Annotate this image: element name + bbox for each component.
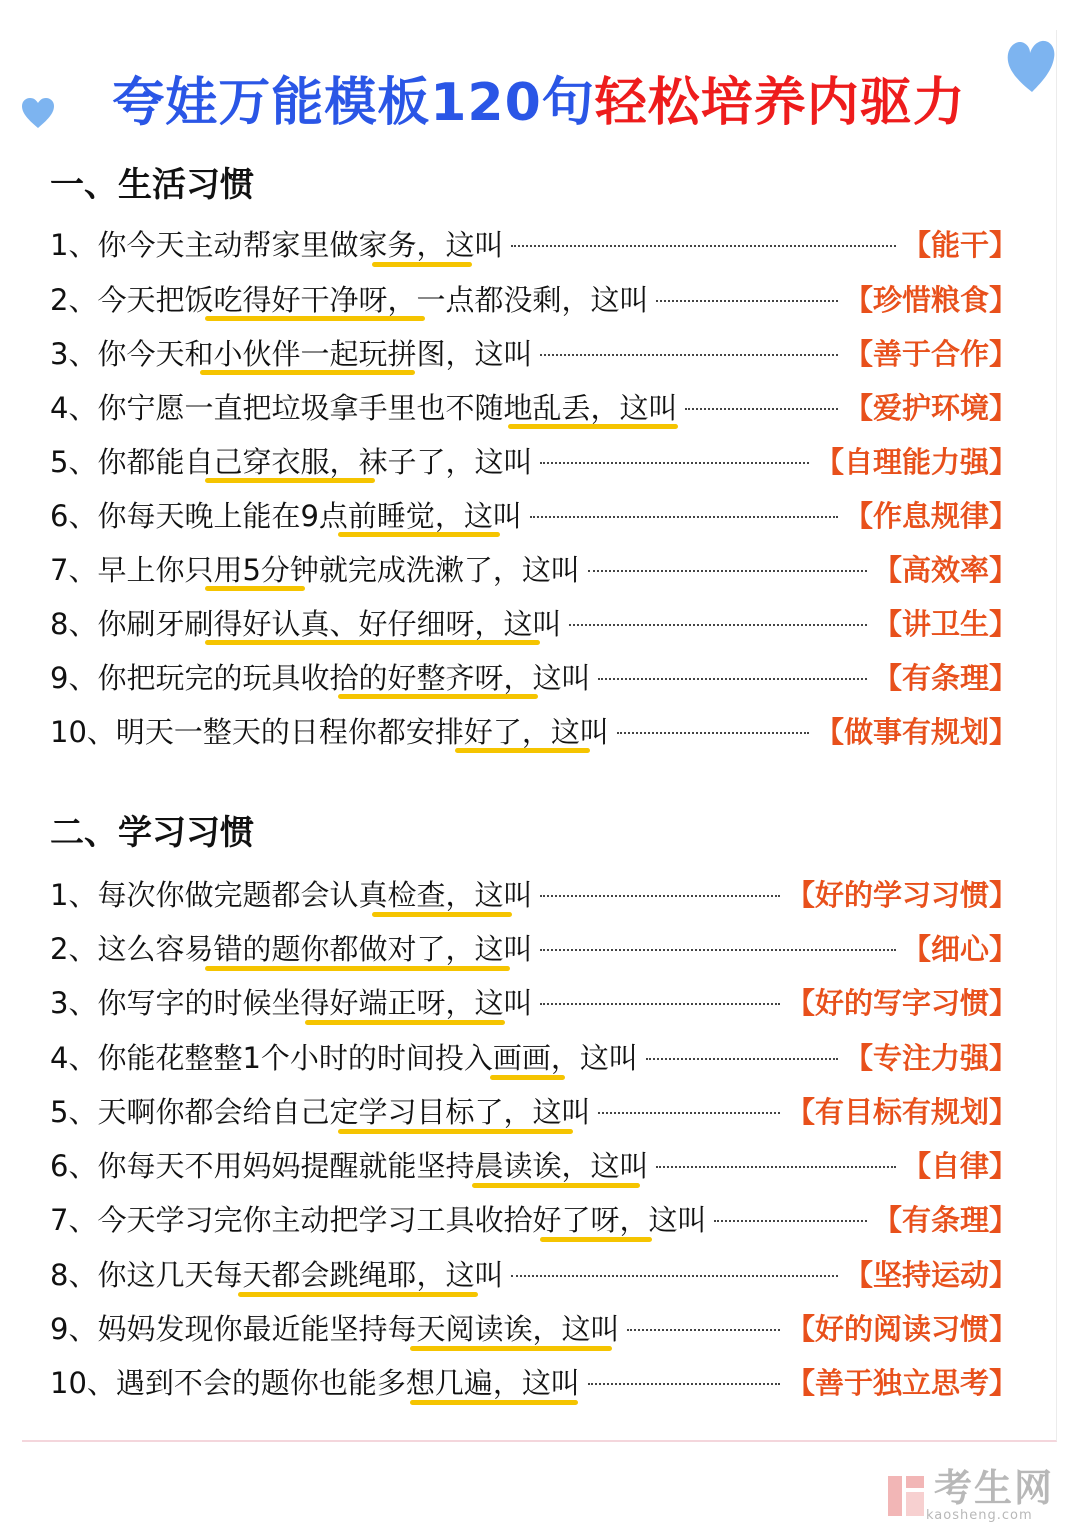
item-tag: 【能干】 (901, 227, 1018, 262)
text-underline (490, 1075, 565, 1080)
dot-leader (511, 245, 896, 247)
dot-leader (714, 1220, 867, 1222)
item-text: 遇到不会的题你也能多想几遍，这叫 (115, 1365, 580, 1400)
dot-leader (540, 1003, 780, 1005)
dot-leader (646, 1058, 838, 1060)
text-underline (205, 966, 510, 971)
text-underline (472, 1183, 640, 1188)
item-tag: 【讲卫生】 (872, 606, 1018, 641)
item-text: 你这几天每天都会跳绳耶，这叫 (97, 1257, 504, 1292)
text-underline (338, 532, 500, 537)
dot-leader (685, 408, 838, 410)
item-text: 这么容易错的题你都做对了，这叫 (97, 931, 533, 966)
dot-leader (540, 949, 896, 951)
list-item: 1、 你今天主动帮家里做家务，这叫 【能干】 (50, 216, 1018, 270)
list-item: 2、 今天把饭吃得好干净呀，一点都没剩，这叫 【珍惜粮食】 (50, 271, 1018, 325)
text-underline (338, 694, 538, 699)
list-item: 10、 明天一整天的日程你都安排好了，这叫 【做事有规划】 (50, 703, 1018, 757)
item-tag: 【好的写字习惯】 (785, 985, 1018, 1020)
text-underline (200, 370, 415, 375)
list-item: 6、 你每天晚上能在9点前睡觉，这叫 【作息规律】 (50, 487, 1018, 541)
list-item: 4、 你宁愿一直把垃圾拿手里也不随地乱丢，这叫 【爱护环境】 (50, 379, 1018, 433)
dot-leader (530, 516, 838, 518)
dot-leader (598, 1112, 780, 1114)
item-tag: 【坚持运动】 (843, 1257, 1018, 1292)
dot-leader (627, 1329, 780, 1331)
item-tag: 【好的学习习惯】 (785, 877, 1018, 912)
item-text: 早上你只用5分钟就完成洗漱了，这叫 (97, 552, 580, 587)
page-title (0, 64, 1078, 142)
item-text: 你宁愿一直把垃圾拿手里也不随地乱丢，这叫 (97, 390, 678, 425)
item-tag: 【善于独立思考】 (785, 1365, 1018, 1400)
text-underline (305, 1020, 505, 1025)
text-underline (410, 1346, 612, 1351)
list-item: 3、 你写字的时候坐得好端正呀，这叫 【好的写字习惯】 (50, 974, 1018, 1028)
dot-leader (598, 678, 867, 680)
text-underline (410, 1400, 578, 1405)
list-item: 6、 你每天不用妈妈提醒就能坚持晨读诶，这叫 【自律】 (50, 1137, 1018, 1191)
text-underline (508, 424, 678, 429)
item-tag: 【爱护环境】 (843, 390, 1018, 425)
dot-leader (588, 1383, 780, 1385)
item-text: 今天学习完你主动把学习工具收拾好了呀，这叫 (97, 1202, 707, 1237)
item-text: 你把玩完的玩具收拾的好整齐呀，这叫 (97, 660, 591, 695)
watermark (886, 1468, 1054, 1523)
dot-leader (511, 1275, 838, 1277)
item-tag: 【细心】 (901, 931, 1018, 966)
dot-leader (588, 570, 867, 572)
dot-leader (540, 895, 780, 897)
list-item: 4、 你能花整整1个小时的时间投入画画，这叫 【专注力强】 (50, 1029, 1018, 1083)
dot-leader (617, 732, 809, 734)
item-tag: 【有条理】 (872, 660, 1018, 695)
item-text: 你写字的时候坐得好端正呀，这叫 (97, 985, 533, 1020)
text-underline (205, 316, 425, 321)
list-item: 5、 你都能自己穿衣服，袜子了，这叫 【自理能力强】 (50, 433, 1018, 487)
item-tag: 【高效率】 (872, 552, 1018, 587)
text-underline (338, 1129, 573, 1134)
item-tag: 【自理能力强】 (814, 444, 1018, 479)
watermark-brand: 考生网 (933, 1466, 1054, 1510)
item-text: 你今天主动帮家里做家务，这叫 (97, 227, 504, 262)
item-tag: 【自律】 (901, 1148, 1018, 1183)
dot-leader (656, 1166, 896, 1168)
item-text: 你每天不用妈妈提醒就能坚持晨读诶，这叫 (97, 1148, 649, 1183)
item-tag: 【作息规律】 (843, 498, 1018, 533)
text-underline (205, 478, 375, 483)
list-item: 9、 你把玩完的玩具收拾的好整齐呀，这叫 【有条理】 (50, 649, 1018, 703)
item-text: 你今天和小伙伴一起玩拼图，这叫 (97, 336, 533, 371)
item-tag: 【有条理】 (872, 1202, 1018, 1237)
list-item: 3、 你今天和小伙伴一起玩拼图，这叫 【善于合作】 (50, 325, 1018, 379)
list-item: 7、 今天学习完你主动把学习工具收拾好了呀，这叫 【有条理】 (50, 1191, 1018, 1245)
item-text: 你每天晚上能在9点前睡觉，这叫 (97, 498, 522, 533)
text-underline (540, 1237, 652, 1242)
list-item: 1、 每次你做完题都会认真检查，这叫 【好的学习习惯】 (50, 866, 1018, 920)
title-part-red: 轻松培养内驱力 (594, 73, 966, 133)
item-text: 你刷牙刷得好认真、好仔细呀，这叫 (97, 606, 562, 641)
item-tag: 【做事有规划】 (814, 714, 1018, 749)
list-item: 5、 天啊你都会给自己定学习目标了，这叫 【有目标有规划】 (50, 1083, 1018, 1137)
dot-leader (569, 624, 867, 626)
list-item: 2、 这么容易错的题你都做对了，这叫 【细心】 (50, 920, 1018, 974)
item-text: 你能花整整1个小时的时间投入画画，这叫 (97, 1040, 638, 1075)
watermark-domain: kaosheng.com (925, 1508, 1033, 1523)
item-text: 每次你做完题都会认真检查，这叫 (97, 877, 533, 912)
list-item: 9、 妈妈发现你最近能坚持每天阅读诶，这叫 【好的阅读习惯】 (50, 1300, 1018, 1354)
kaosheng-logo-icon (886, 1474, 926, 1518)
text-underline (238, 1292, 478, 1297)
section-heading: 二、学习习惯 (50, 808, 254, 858)
item-tag: 【专注力强】 (843, 1040, 1018, 1075)
text-underline (372, 912, 512, 917)
section-heading: 一、生活习惯 (50, 160, 254, 210)
item-tag: 【善于合作】 (843, 336, 1018, 371)
text-underline (372, 262, 472, 267)
item-tag: 【有目标有规划】 (785, 1094, 1018, 1129)
text-underline (455, 748, 590, 753)
list-item: 7、 早上你只用5分钟就完成洗漱了，这叫 【高效率】 (50, 541, 1018, 595)
dot-leader (540, 354, 838, 356)
item-tag: 【好的阅读习惯】 (785, 1311, 1018, 1346)
item-text: 妈妈发现你最近能坚持每天阅读诶，这叫 (97, 1311, 620, 1346)
item-text: 今天把饭吃得好干净呀，一点都没剩，这叫 (97, 282, 649, 317)
list-item: 10、 遇到不会的题你也能多想几遍，这叫 【善于独立思考】 (50, 1354, 1018, 1408)
text-underline (205, 640, 540, 645)
item-text: 你都能自己穿衣服，袜子了，这叫 (97, 444, 533, 479)
list-item: 8、 你刷牙刷得好认真、好仔细呀，这叫 【讲卫生】 (50, 595, 1018, 649)
list-item: 8、 你这几天每天都会跳绳耶，这叫 【坚持运动】 (50, 1246, 1018, 1300)
item-tag: 【珍惜粮食】 (843, 282, 1018, 317)
item-text: 天啊你都会给自己定学习目标了，这叫 (97, 1094, 591, 1129)
dot-leader (540, 462, 809, 464)
item-text: 明天一整天的日程你都安排好了，这叫 (115, 714, 609, 749)
text-underline (205, 586, 305, 591)
dot-leader (656, 300, 838, 302)
title-part-blue: 夸娃万能模板120句 (112, 73, 595, 133)
